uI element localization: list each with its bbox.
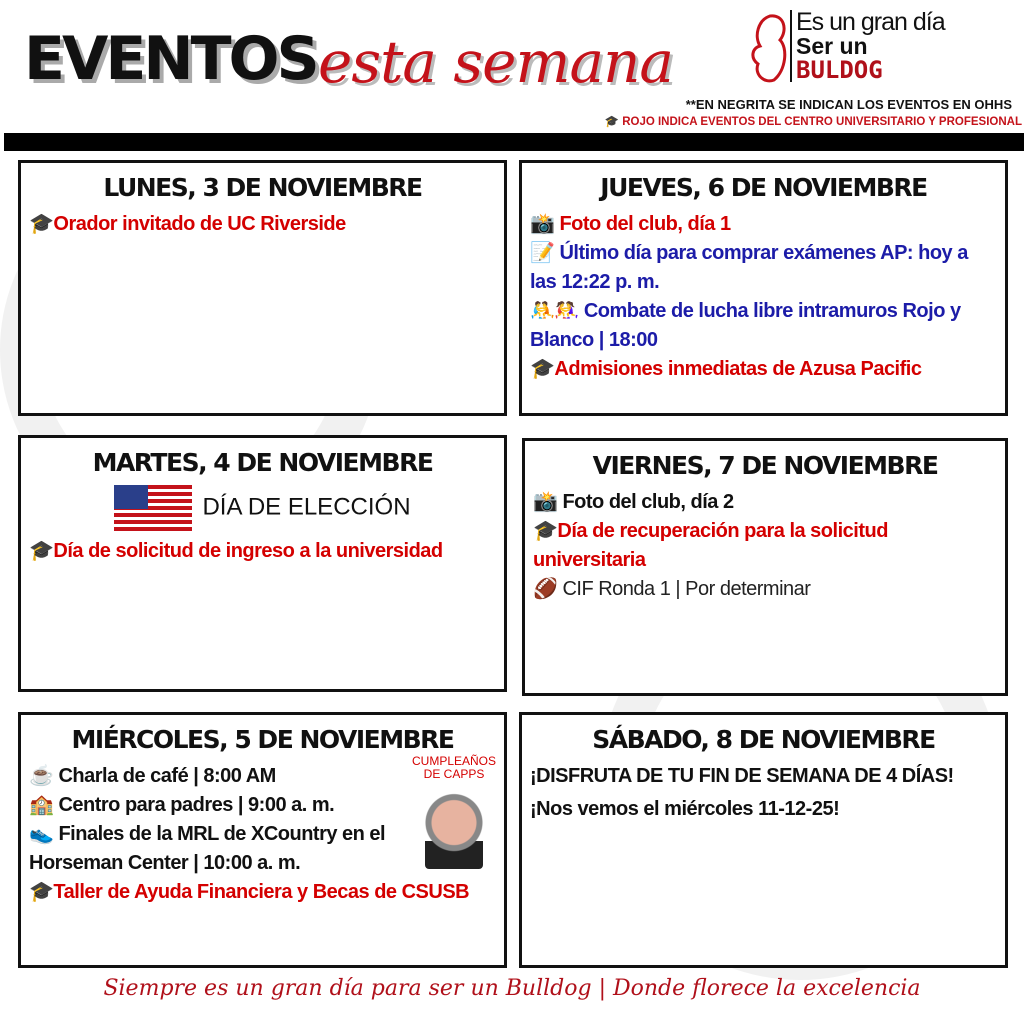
day-card-jueves <box>519 160 1008 416</box>
birthday-badge <box>412 755 496 869</box>
event-item: 🏫 Centro para padres | 9:00 a. m. <box>29 794 335 816</box>
title-eventos: EVENTOS <box>24 24 317 94</box>
day-card-sabado <box>519 712 1008 968</box>
event-item: 🎓Taller de Ayuda Financiera y Becas de CSUSB <box>29 881 470 903</box>
event-item: 📸 Foto del club, día 1 <box>530 213 731 235</box>
logo-line2: Ser un <box>796 33 868 59</box>
event-item: 📸 Foto del club, día 2 <box>533 491 734 513</box>
event-item: 🏈 CIF Ronda 1 | Por determinar <box>533 578 811 600</box>
footer-slogan: Siempre es un gran día para ser un Bulldog | Donde florece la excelencia <box>103 976 921 1001</box>
day-title: MIÉRCOLES, 5 DE NOVIEMBRE <box>71 725 454 754</box>
event-item: 🎓Admisiones inmediatas de Azusa Pacific <box>530 358 922 380</box>
day-title: VIERNES, 7 DE NOVIEMBRE <box>592 451 938 480</box>
event-item: 🎓Día de recuperación para la solicitud universitaria <box>533 520 888 571</box>
day-card-miercoles <box>18 712 507 968</box>
event-item: ☕ Charla de café | 8:00 AM <box>29 765 276 787</box>
day-title: SÁBADO, 8 DE NOVIEMBRE <box>592 725 935 754</box>
bulldog-logo-text <box>790 10 945 82</box>
day-title: JUEVES, 6 DE NOVIEMBRE <box>600 173 927 202</box>
event-item: 📝 Último día para comprar exámenes AP: hoy a las 12:22 p. m. <box>530 242 968 293</box>
birthday-label: CUMPLEAÑOS DE CAPPS <box>412 754 497 781</box>
event-item: 🎓Día de solicitud de ingreso a la universidad <box>29 540 443 562</box>
logo-line3: BULDOG <box>796 56 883 84</box>
event-item: ¡Nos vemos el miércoles 11-12-25! <box>530 798 840 820</box>
event-item: 🤼🤼‍♀️ Combate de lucha libre intramuros Rojo y Blanco | 18:00 <box>530 300 961 351</box>
day-title: LUNES, 3 DE NOVIEMBRE <box>103 173 422 202</box>
note-bold-legend: **EN NEGRITA SE INDICAN LOS EVENTOS EN OHHS <box>685 97 1012 112</box>
logo-line1: Es un gran día <box>796 8 945 36</box>
election-label: DÍA DE ELECCIÓN <box>202 493 411 521</box>
day-card-viernes <box>522 438 1008 696</box>
title-esta-semana: esta semana <box>318 28 674 96</box>
bulldog-logo-icon <box>750 12 790 86</box>
election-banner <box>29 485 496 531</box>
day-card-martes <box>18 435 507 692</box>
note-red-legend: 🎓 ROJO INDICA EVENTOS DEL CENTRO UNIVERSITARIO Y PROFESIONAL <box>604 116 1022 128</box>
day-title: MARTES, 4 DE NOVIEMBRE <box>92 448 433 477</box>
event-item: ¡DISFRUTA DE TU FIN DE SEMANA DE 4 DÍAS! <box>530 765 954 787</box>
event-item: 👟 Finales de la MRL de XCountry en el Horseman Center | 10:00 a. m. <box>29 823 386 874</box>
us-flag-icon <box>114 485 192 531</box>
day-card-lunes <box>18 160 507 416</box>
person-photo <box>425 789 483 869</box>
divider-bar <box>4 133 1024 151</box>
event-item: 🎓Orador invitado de UC Riverside <box>29 213 346 235</box>
